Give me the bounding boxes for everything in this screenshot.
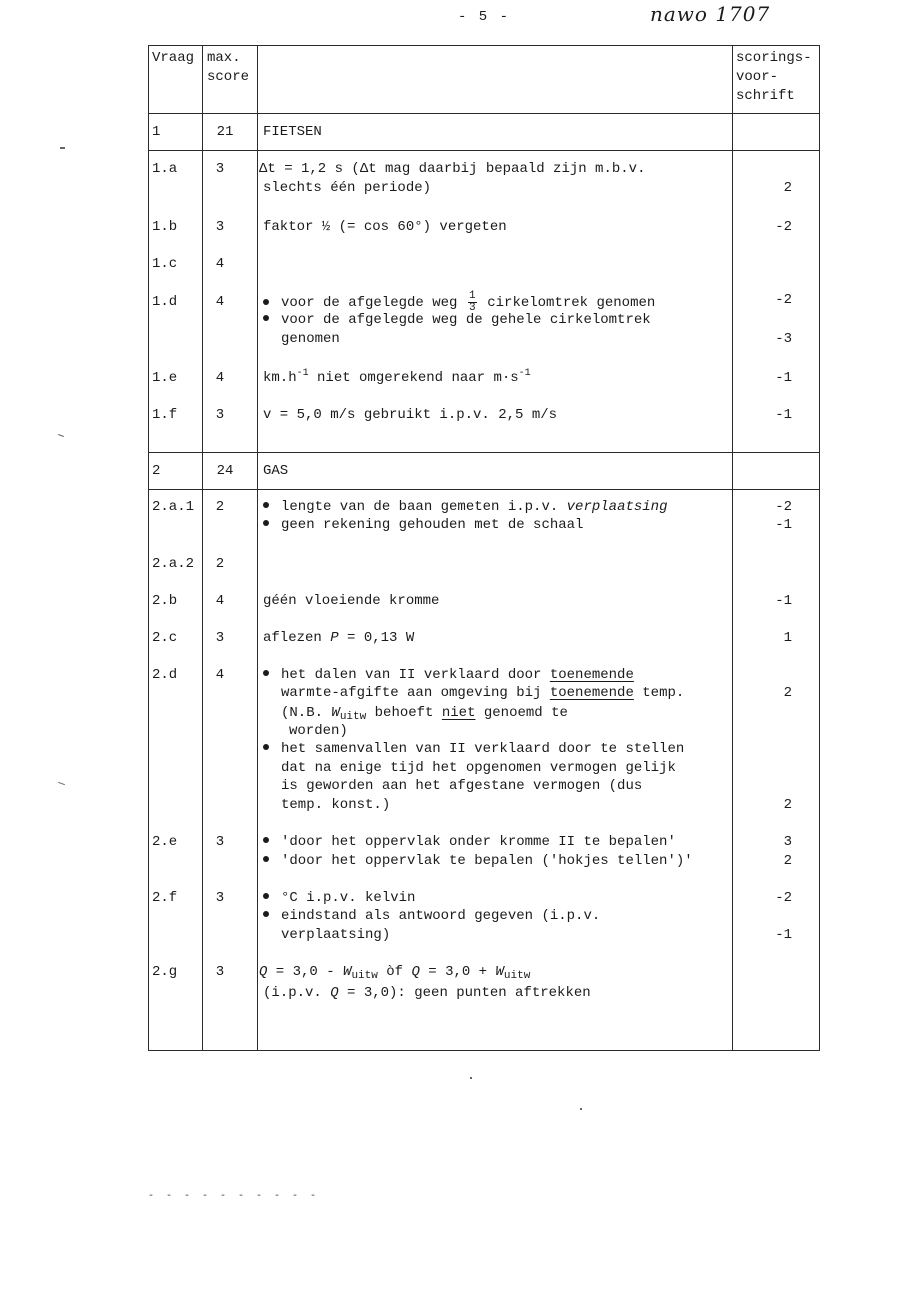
q2g-variable-w2: W: [495, 964, 504, 980]
q2e-bullet1-score: 3: [783, 834, 792, 850]
q1f-number: 1.f: [152, 407, 178, 423]
q1a-score: 2: [783, 180, 792, 196]
q2f-bullet1: [263, 890, 415, 907]
q2e-number: 2.e: [152, 834, 178, 850]
header-scoring-line2: voor-: [736, 69, 779, 85]
header-max-line2: score: [207, 69, 250, 85]
q2a1-bullet1-italic: verplaatsing: [566, 499, 668, 515]
q1-number: 1: [152, 124, 161, 140]
q2b-text: géén vloeiende kromme: [263, 593, 440, 609]
q1d-bullet2-text: voor de afgelegde weg de gehele cirkelomtrek: [281, 312, 651, 328]
q1f-text: v = 5,0 m/s gebruikt i.p.v. 2,5 m/s: [263, 407, 558, 423]
q2c-number: 2.c: [152, 630, 178, 646]
q2f-max-score: 3: [215, 890, 225, 906]
q1e-number: 1.e: [152, 370, 178, 386]
bullet-icon: [263, 911, 269, 917]
q2g-variable-q: Q: [259, 964, 268, 980]
fraction-numerator: 1: [469, 290, 476, 302]
q2f-number: 2.f: [152, 890, 178, 906]
q1-max-score: 21: [216, 124, 234, 140]
q2-title: GAS: [263, 463, 289, 479]
q2a1-bullet2-score: -1: [775, 517, 792, 533]
q2a1-bullet1-text: lengte van de baan gemeten i.p.v.: [281, 499, 567, 515]
q2d-bullet2-line1: [263, 741, 684, 758]
q2g-part3: = 3,0 +: [419, 964, 496, 980]
q1f-max-score: 3: [215, 407, 225, 423]
q2d-bullet1-line2: [281, 685, 684, 702]
q2c-text-prefix: aflezen: [263, 630, 331, 646]
q1b-number: 1.b: [152, 219, 178, 235]
scan-mark: [58, 434, 64, 437]
q2d-b1-l3-mid: behoeft: [366, 705, 442, 721]
q1e-score: -1: [775, 370, 792, 386]
q2a1-bullet1: [263, 499, 667, 516]
q2a1-number: 2.a.1: [152, 499, 195, 515]
scan-mark: [60, 147, 65, 149]
header-scoring-line3: schrift: [736, 88, 795, 104]
q2g-line2-variable: Q: [330, 985, 339, 1001]
q2e-bullet2-text: 'door het oppervlak te bepalen ('hokjes tellen')': [281, 853, 693, 869]
table-border-left: [148, 45, 149, 1050]
row-divider-header: [148, 113, 820, 114]
q1d-bullet2-score: -3: [775, 331, 792, 347]
q1c-max-score: 4: [215, 256, 225, 272]
q2f-bullet2-line2: verplaatsing): [281, 927, 391, 943]
q2c-text: [263, 630, 414, 647]
q1a-text-prefix: Δt = 1,2 s (Δ: [259, 161, 369, 177]
q2d-b1-l3-suffix: genoemd te: [475, 705, 568, 721]
q1d-bullet2-line2: genomen: [281, 331, 340, 347]
q2d-b1-l2-suffix: temp.: [633, 685, 685, 701]
q2f-bullet2-score: -1: [775, 927, 792, 943]
table-border-right: [819, 45, 820, 1050]
q1a-text-line2: slechts één periode): [263, 180, 432, 196]
scan-mark: [58, 782, 65, 785]
q2f-bullet2-line1: [263, 908, 600, 925]
scan-mark: [470, 1077, 472, 1079]
q1e-exponent-b: -1: [518, 368, 531, 379]
q1d-bullet1-suffix: cirkelomtrek genomen: [487, 295, 656, 312]
q2d-b2-l1-text: het samenvallen van II verklaard door te stellen: [281, 741, 685, 757]
q2b-max-score: 4: [215, 593, 225, 609]
q2g-subscript-w2: uitw: [503, 970, 531, 982]
q2a2-max-score: 2: [215, 556, 225, 572]
q1e-max-score: 4: [215, 370, 225, 386]
q2g-variable-q2: Q: [411, 964, 420, 980]
q1a-text-line1: [259, 161, 645, 178]
q1-title: FIETSEN: [263, 124, 322, 140]
table-border-top: [148, 45, 820, 46]
fraction-one-third: [468, 292, 477, 313]
q2g-line2-suffix: = 3,0): geen punten aftrekken: [338, 985, 591, 1001]
bullet-icon: [263, 744, 269, 750]
q1e-text: [263, 370, 531, 387]
q2c-variable: P: [330, 630, 339, 646]
q2b-score: -1: [775, 593, 792, 609]
bullet-icon: [263, 856, 269, 862]
q2d-b1-l3-underlined: niet: [441, 705, 476, 721]
q2d-bullet2-score: 2: [783, 797, 792, 813]
scan-mark: [580, 1108, 582, 1110]
q2d-b1-l1-text: het dalen van II verklaard door: [281, 667, 550, 683]
q2g-line2-prefix: (i.p.v.: [263, 985, 331, 1001]
q1b-max-score: 3: [215, 219, 225, 235]
q2d-bullet2-line2: dat na enige tijd het opgenomen vermogen gelijk: [281, 760, 676, 776]
q2d-bullet1-line3: [281, 705, 568, 722]
q2e-bullet1-text: 'door het oppervlak onder kromme II te bepalen': [281, 834, 676, 850]
q2f-bullet1-score: -2: [775, 890, 792, 906]
q2d-b1-l1-underlined: toenemende: [549, 667, 634, 683]
q2d-max-score: 4: [215, 667, 225, 683]
q2c-score: 1: [783, 630, 792, 646]
q2d-bullet2-line4: temp. konst.): [281, 797, 391, 813]
q2c-max-score: 3: [215, 630, 225, 646]
column-divider-question: [202, 45, 203, 1050]
q1b-text: faktor ½ (= cos 60°) vergeten: [263, 219, 507, 235]
q2e-max-score: 3: [215, 834, 225, 850]
q2g-variable-w: W: [343, 964, 352, 980]
bullet-icon: [263, 502, 269, 508]
fraction-denominator: 3: [469, 302, 476, 314]
q1a-text-suffix: t mag daarbij bepaald zijn m.b.v.: [368, 161, 646, 177]
q2a2-number: 2.a.2: [152, 556, 195, 572]
q2a1-bullet2: [263, 517, 583, 534]
q1b-score: -2: [775, 219, 792, 235]
q2-max-score: 24: [216, 463, 234, 479]
q1d-max-score: 4: [215, 294, 225, 310]
row-divider-q1: [148, 150, 820, 151]
q2g-number: 2.g: [152, 964, 178, 980]
q2e-bullet2: [263, 853, 693, 870]
q2d-bullet1-line4: worden): [289, 723, 348, 739]
q2a1-bullet2-text: geen rekening gehouden met de schaal: [281, 517, 584, 533]
q1a-number: 1.a: [152, 161, 178, 177]
q2d-bullet1-line1: [263, 667, 634, 684]
q2d-b1-l3-variable: W: [331, 705, 340, 721]
q2e-bullet1: [263, 834, 676, 851]
q1d-bullet1: [263, 292, 655, 313]
q2b-number: 2.b: [152, 593, 178, 609]
q2f-bullet1-text: °C i.p.v. kelvin: [281, 890, 416, 906]
q2e-bullet2-score: 2: [783, 853, 792, 869]
q2-number: 2: [152, 463, 161, 479]
q1a-max-score: 3: [215, 161, 225, 177]
q2c-text-suffix: = 0,13 W: [338, 630, 415, 646]
q1d-bullet2-line1: [263, 312, 651, 329]
page-number: - 5 -: [458, 9, 511, 25]
bullet-icon: [263, 893, 269, 899]
header-scoring-line1: scorings-: [736, 50, 812, 66]
q2f-bullet2-text: eindstand als antwoord gegeven (i.p.v.: [281, 908, 601, 924]
column-divider-max: [257, 45, 258, 1050]
q2d-b1-l2-text: warmte-afgifte aan omgeving bij: [281, 685, 550, 701]
q1e-text-b: niet omgerekend naar m·s: [308, 370, 519, 386]
row-divider-q2-top: [148, 452, 820, 453]
q2g-max-score: 3: [215, 964, 225, 980]
bullet-icon: [263, 670, 269, 676]
q1c-number: 1.c: [152, 256, 178, 272]
q2a1-bullet1-score: -2: [775, 499, 792, 515]
q1e-text-a: km.h: [263, 370, 297, 386]
handwritten-note: nawo 1707: [650, 2, 771, 26]
q2g-part2: òf: [377, 964, 412, 980]
q2g-line2: [263, 985, 591, 1002]
q2g-part1: = 3,0 -: [267, 964, 344, 980]
q2a1-max-score: 2: [215, 499, 225, 515]
q2d-b1-l3-prefix: (N.B.: [281, 705, 332, 721]
q1e-exponent-a: -1: [296, 368, 309, 379]
row-divider-q2-bottom: [148, 489, 820, 490]
q1d-bullet1-prefix: voor de afgelegde weg: [281, 295, 458, 312]
header-question: Vraag: [152, 50, 195, 66]
q1d-bullet1-score: -2: [775, 292, 792, 308]
q2d-bullet2-line3: is geworden aan het afgestane vermogen (dus: [281, 778, 643, 794]
q2d-bullet1-score: 2: [783, 685, 792, 701]
bullet-icon: [263, 837, 269, 843]
column-divider-scoring: [732, 45, 733, 1050]
bullet-icon: [263, 520, 269, 526]
q2g-line1: [259, 964, 530, 981]
q2d-b1-l3-subscript: uitw: [339, 711, 367, 723]
footer-code: - - - - - - - - - -: [148, 1191, 320, 1202]
bullet-icon: [263, 315, 269, 321]
header-max-line1: max.: [207, 50, 241, 66]
table-border-bottom: [148, 1050, 820, 1051]
q2d-b1-l2-underlined: toenemende: [549, 685, 634, 701]
bullet-icon: [263, 299, 269, 305]
q1f-score: -1: [775, 407, 792, 423]
q2g-subscript-w: uitw: [351, 970, 378, 982]
q1d-number: 1.d: [152, 294, 178, 310]
q2d-number: 2.d: [152, 667, 178, 683]
